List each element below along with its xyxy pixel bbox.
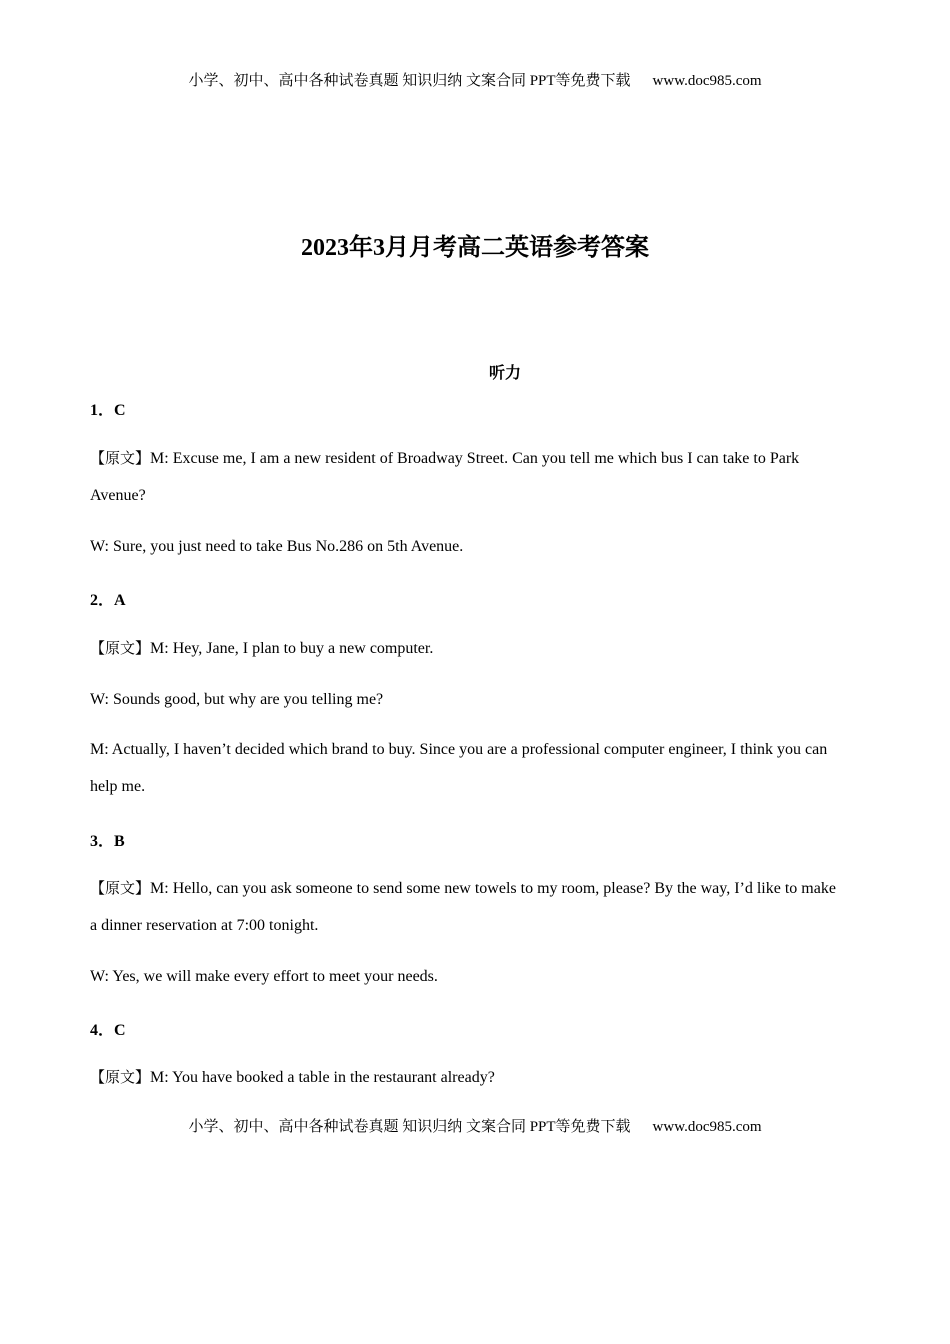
transcript-text: M: Hey, Jane, I plan to buy a new computer. — [150, 640, 434, 657]
transcript-line — [90, 630, 842, 667]
footer-text: 小学、初中、高中各种试卷真题 知识归纳 文案合同 PPT等免费下载 — [188, 1119, 631, 1135]
footer-url: www.doc985.com — [652, 1119, 762, 1135]
transcript-line — [90, 731, 842, 805]
transcript-text: W: Yes, we will make every effort to meet your needs. — [90, 968, 438, 985]
transcript-text: M: You have booked a table in the restaurant already? — [150, 1069, 495, 1086]
transcript-line — [90, 958, 842, 995]
source-tag: 【原文】 — [90, 879, 151, 897]
transcript-line — [90, 440, 842, 514]
source-tag: 【原文】 — [90, 1068, 151, 1086]
document-title: 2023年3月月考高二英语参考答案 — [301, 235, 649, 261]
transcript-text: W: Sure, you just need to take Bus No.286 on 5th Avenue. — [90, 538, 464, 555]
answer-label-3: 3．B — [90, 833, 125, 850]
transcript-line — [90, 681, 842, 718]
source-tag: 【原文】 — [90, 639, 151, 657]
source-tag: 【原文】 — [90, 449, 151, 467]
transcript-text: M: Excuse me, I am a new resident of Broadway Street. Can you tell me which bus I can take to Park Avenue? — [90, 450, 800, 504]
section-heading: 听力 — [488, 365, 521, 382]
answer-label-4: 4．C — [90, 1022, 126, 1039]
page-footer — [0, 1115, 950, 1136]
answer-label-1: 1．C — [90, 402, 126, 419]
header-text: 小学、初中、高中各种试卷真题 知识归纳 文案合同 PPT等免费下载 — [188, 73, 631, 89]
transcript-line — [90, 870, 842, 944]
header-url: www.doc985.com — [652, 73, 762, 89]
transcript-line — [90, 1059, 842, 1096]
transcript-text: M: Hello, can you ask someone to send some new towels to my room, please? By the way, I’d like to make a dinner reservation at 7:00 tonight. — [90, 880, 836, 934]
transcript-text: W: Sounds good, but why are you telling me? — [90, 691, 384, 708]
answer-label-2: 2．A — [90, 592, 126, 609]
transcript-line — [90, 528, 842, 565]
transcript-text: M: Actually, I haven’t decided which brand to buy. Since you are a professional computer engineer, I think you can help me. — [90, 741, 828, 795]
page-header — [0, 69, 950, 90]
